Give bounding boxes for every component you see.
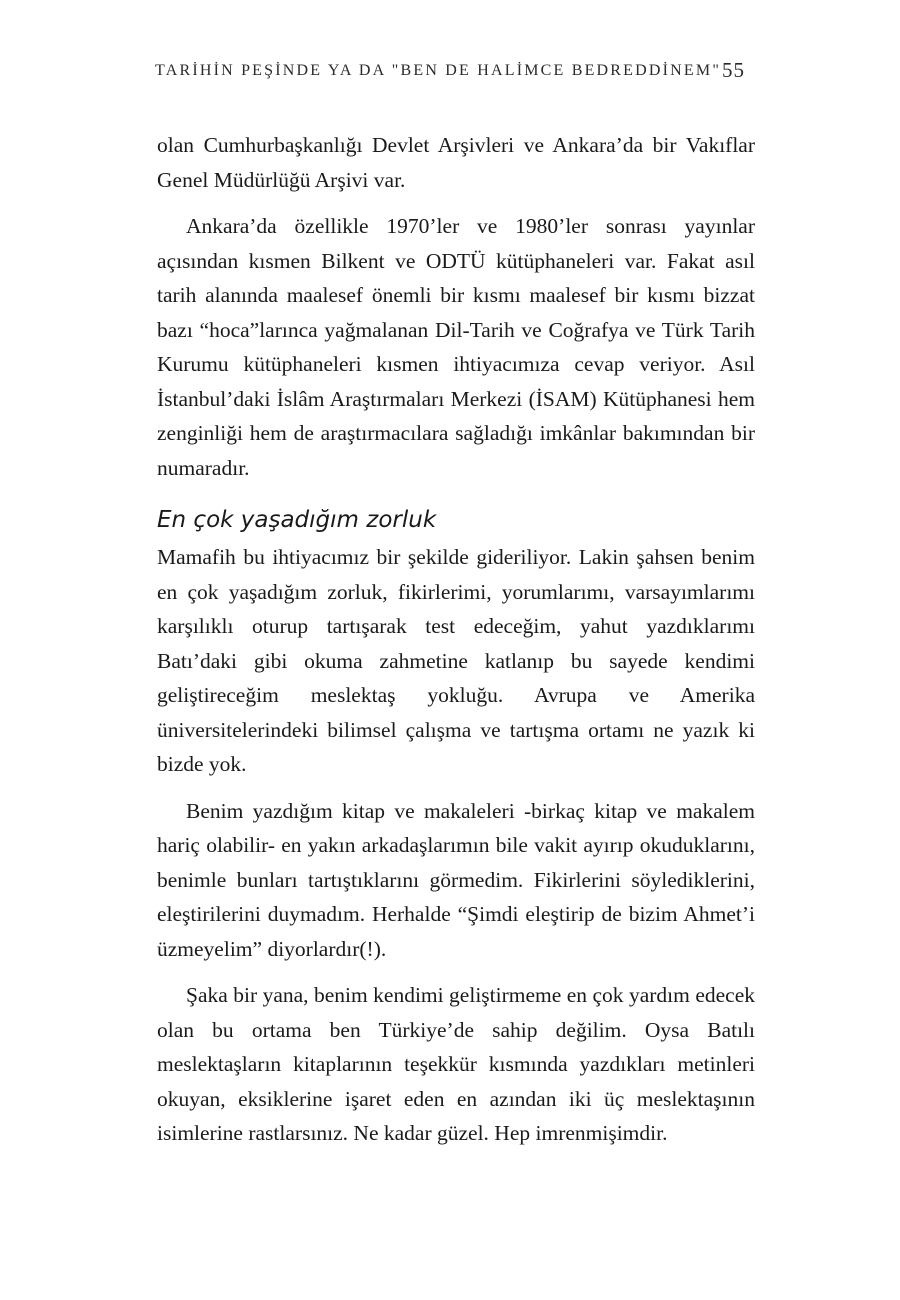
section-heading: En çok yaşadığım zorluk xyxy=(157,507,437,533)
paragraph-archives-continued: olan Cumhurbaşkanlığı Devlet Arşivleri ve Ankara’da bir Vakıflar Genel Müdürlüğü Arşivi var. xyxy=(157,133,755,192)
page-body xyxy=(157,128,755,1151)
paragraph-ankara-libraries: Ankara’da özellikle 1970’ler ve 1980’ler sonrası yayınlar açısından kısmen Bilkent ve ODTÜ kütüphaneleri var. Fakat asıl tarih alanında maalesef önemli bir kısmı maalesef bir kısmı bizzat bazı “hoca”larınca yağmalanan Dil-Tarih ve Coğrafya ve Türk Tarih Kurumu kütüphaneleri kısmen ihtiyacımıza cevap veriyor. Asıl İstanbul’daki İslâm Araştırmaları Merkezi (İSAM) Kütüphanesi hem zenginliği hem de araştırmacılara sağladığı imkânlar bakımından bir numaradır. xyxy=(157,214,755,480)
running-title: TARİHİN PEŞİNDE YA DA "BEN DE HALİMCE BEDREDDİNEM" xyxy=(155,62,722,79)
page-number: 55 xyxy=(722,58,745,82)
paragraph-western-colleagues: Şaka bir yana, benim kendimi geliştirmeme en çok yardım edecek olan bu ortama ben Türkiye’de sahip değilim. Oysa Batılı meslektaşların kitaplarının teşekkür kısmında yazdıkları metinleri okuyan, eksiklerine işaret eden en azından iki üç meslektaşının isimlerine rastlarsınız. Ne kadar güzel. Hep imrenmişimdir. xyxy=(157,983,755,1145)
paragraph-colleagues: Benim yazdığım kitap ve makaleleri -birkaç kitap ve makalem hariç olabilir- en yakın arkadaşlarımın bile vakit ayırıp okuduklarını, benimle bunları tartıştıklarını görmedim. Fikirlerini söylediklerini, eleştirilerini duymadım. Herhalde “Şimdi eleştirip de bizim Ahmet’i üzmeyelim” diyorlardır(!). xyxy=(157,798,755,961)
running-header xyxy=(155,58,745,88)
paragraph-difficulty: Mamafih bu ihtiyacımız bir şekilde gideriliyor. Lakin şahsen benim en çok yaşadığım zorluk, fikirlerimi, yorumlarımı, varsayımlarımı karşılıklı oturup tartışarak test edeceğim, yahut yazdıklarımı Batı’daki gibi okuma zahmetine katlanıp bu sayede kendimi geliştireceğim meslektaş yokluğu. Avrupa ve Amerika üniversitelerindeki bilimsel çalışma ve tartışma ortamı ne yazık ki bizde yok. xyxy=(157,545,755,776)
